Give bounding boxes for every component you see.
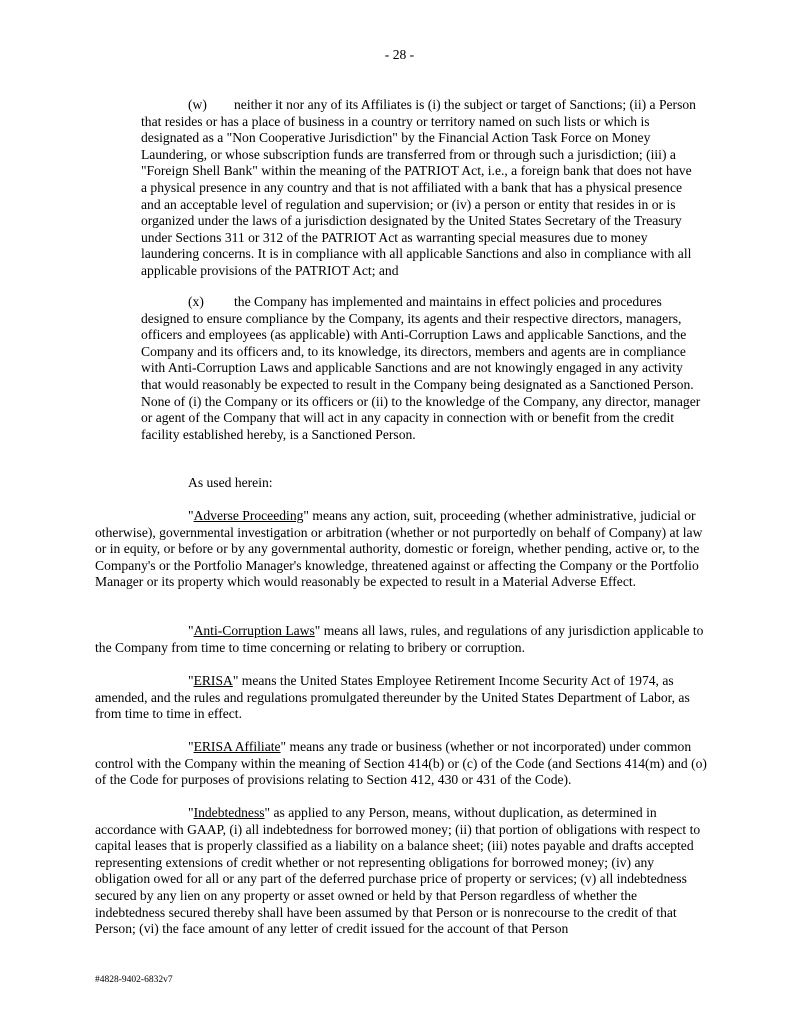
clause-ref: (w) bbox=[188, 97, 207, 112]
defined-term: ERISA bbox=[193, 673, 233, 688]
clause-ref: (x) bbox=[188, 294, 204, 309]
defined-term: Adverse Proceeding bbox=[193, 508, 304, 523]
clause-text: the Company has implemented and maintains in effect policies and procedures designed to ensure compliance by the Company, its agents and their respective directors, managers, officers and employees (as applicable) with Anti-Corruption Laws and applicable Sanctions, and the Company and its officers and, to its knowledge, its directors, members and agents are in compliance with Anti-Corruption Laws and applicable Sanctions and are not knowingly engaged in any activity that would reasonably be expected to result in the Company being designated as a Sanctioned Person. None of (i) the Company or its officers or (ii) to the knowledge of the Company, any director, manager or agent of the Company that will act in any capacity in connection with or benefit from the credit facility established hereby, is a Sanctioned Person. bbox=[141, 294, 701, 442]
definition-erisa: "ERISA" means the United States Employee Retirement Income Security Act of 1974, as amended, and the rules and regulations promulgated thereunder by the United States Department of Labor, as from time to time in effect. bbox=[95, 673, 690, 722]
defined-term: Indebtedness bbox=[193, 805, 265, 820]
definition-text: " as applied to any Person, means, without duplication, as determined in accordance with GAAP, (i) all indebtedness for borrowed money; (ii) that portion of obligations with respect to capital leases that is properly classified as a liability on a balance sheet; (iii) notes payable and drafts accepted representing extensions of credit whether or not representing obligations for borrowed money; (iv) any obligation owed for all or any part of the deferred purchase price of property or services; (v) all indebtedness secured by any lien on any property or asset owned or held by that Person regardless of whether the indebtedness secured thereby shall have been assumed by that Person or is nonrecourse to the credit of that Person; (vi) the face amount of any letter of credit issued for the account of that Person bbox=[95, 805, 701, 937]
definition-text: " means any trade or business (whether or not incorporated) under common control with the Company within the meaning of Section 414(b) or (c) of the Code (and Sections 414(m) and (o) of the Code for purposes of provisions relating to Section 412, 430 or 431 of the Code). bbox=[95, 739, 707, 788]
definition-indebtedness: "Indebtedness" as applied to any Person, means, without duplication, as determined in accordance with GAAP, (i) all indebtedness for borrowed money; (ii) that portion of obligations with respect to capital leases that is properly classified as a liability on a balance sheet; (iii) notes payable and drafts accepted representing extensions of credit whether or not representing obligations for borrowed money; (iv) any obligation owed for all or any part of the deferred purchase price of property or services; (v) all indebtedness secured by any lien on any property or asset owned or held by that Person regardless of whether the indebtedness secured thereby shall have been assumed by that Person or is nonrecourse to the credit of that Person; (vi) the face amount of any letter of credit issued for the account of that Person bbox=[95, 805, 701, 937]
clause-x bbox=[141, 294, 701, 443]
defined-term: Anti-Corruption Laws bbox=[193, 623, 315, 638]
definition-text: " means any action, suit, proceeding (whether administrative, judicial or otherwise), governmental investigation or arbitration (whether or not purportedly on behalf of Company) at law or in equity, or before or by any governmental authority, domestic or foreign, whether pending, active or, to the Company's or the Portfolio Manager's knowledge, threatened against or affecting the Company or the Portfolio Manager or its property which would reasonably be expected to result in a Material Adverse Effect. bbox=[95, 508, 703, 590]
defined-term: ERISA Affiliate bbox=[193, 739, 281, 754]
as-used-herein: As used herein: bbox=[188, 475, 273, 490]
definition-text: " means all laws, rules, and regulations of any jurisdiction applicable to the Company from time to time concerning or relating to bribery or corruption. bbox=[95, 623, 704, 655]
clause-text: neither it nor any of its Affiliates is (i) the subject or target of Sanctions; (ii) a Person that resides or has a place of business in a country or territory named on such lists or which is designated as a "Non Cooperative Jurisdiction" by the Financial Action Task Force on Money Laundering, or whose subscription funds are transferred from or through such a jurisdiction; (iii) a "Foreign Shell Bank" within the meaning of the PATRIOT Act, i.e., a foreign bank that does not have a physical presence in any country and that is not affiliated with a bank that has a physical presence and an acceptable level of regulation and supervision; or (iv) a person or entity that resides in or is organized under the laws of a jurisdiction designated by the United States Secretary of the Treasury under Sections 311 or 312 of the PATRIOT Act as warranting special measures due to money laundering concerns. It is in compliance with all applicable Sanctions and also in compliance with all applicable provisions of the PATRIOT Act; and bbox=[141, 97, 696, 278]
document-id-footer: #4828-9402-6832v7 bbox=[95, 975, 173, 985]
page-number: - 28 - bbox=[384, 47, 415, 62]
definition-adverse-proceeding: "Adverse Proceeding" means any action, suit, proceeding (whether administrative, judicial or otherwise), governmental investigation or arbitration (whether or not purportedly on behalf of Company) at law or in equity, or before or by any governmental authority, domestic or foreign, whether pending, active or, to the Company's or the Portfolio Manager's knowledge, threatened against or affecting the Company or the Portfolio Manager or its property which would reasonably be expected to result in a Material Adverse Effect. bbox=[95, 508, 703, 590]
clause-w bbox=[141, 97, 701, 280]
definition-anti-corruption-laws: "Anti-Corruption Laws" means all laws, rules, and regulations of any jurisdiction applicable to the Company from time to time concerning or relating to bribery or corruption. bbox=[95, 623, 704, 655]
definition-erisa-affiliate: "ERISA Affiliate" means any trade or business (whether or not incorporated) under common control with the Company within the meaning of Section 414(b) or (c) of the Code (and Sections 414(m) and (o) of the Code for purposes of provisions relating to Section 412, 430 or 431 of the Code). bbox=[95, 739, 707, 788]
definition-text: " means the United States Employee Retirement Income Security Act of 1974, as amended, and the rules and regulations promulgated thereunder by the United States Department of Labor, as from time to time in effect. bbox=[95, 673, 690, 722]
